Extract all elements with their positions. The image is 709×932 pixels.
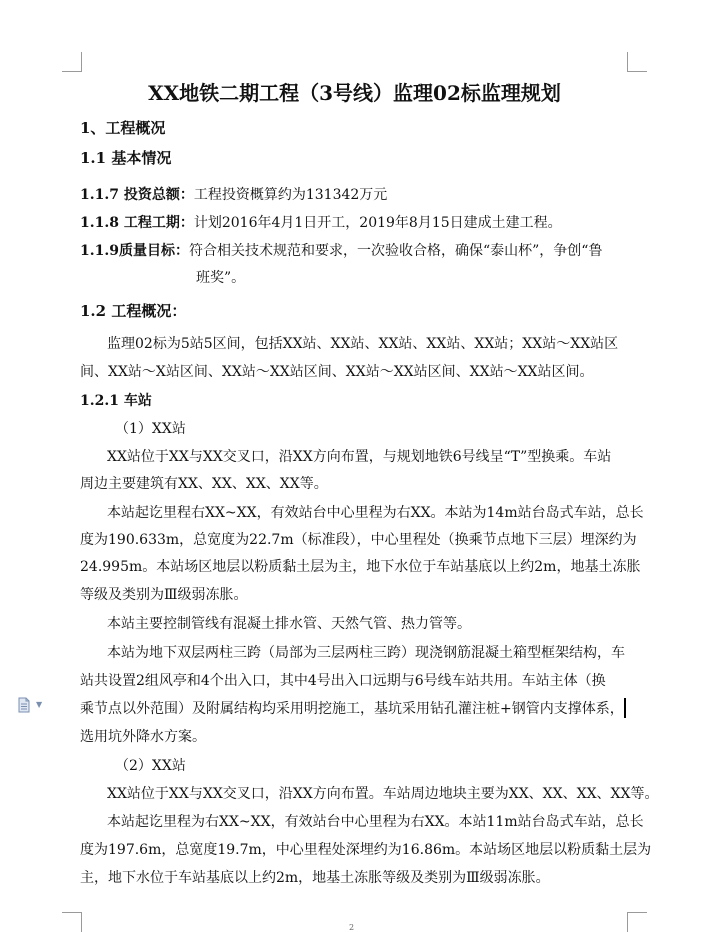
heading-1-1: 1.1 基本情况 [80,149,172,167]
item-1-1-9-cont: 班奖”。 [196,270,246,286]
paragraph-line: XX站位于XX与XX交叉口，沿XX方向布置。车站周边地块主要为XX、XX、XX、XX等。 [107,786,659,802]
paragraph-line: 间、XX站～X站区间、XX站～XX站区间、XX站～XX站区间、XX站～XX站区间。 [80,364,594,380]
paragraph-line: 本站起讫里程右XX~XX，有效站台中心里程为右XX。本站为14m站台岛式车站，总长 [107,505,644,521]
page-number: 2 [349,923,355,932]
paragraph-line: 监理02标为5站5区间，包括XX站、XX站、XX站、XX站、XX站；XX站～XX站区 [107,336,619,352]
paragraph-line: 周边主要建筑有XX、XX、XX、XX等。 [80,476,328,492]
text-cursor [624,698,626,718]
crop-mark-bottom-left [62,912,82,932]
item-label: 1.1.7 投资总额： [80,187,194,203]
paragraph-line: XX站位于XX与XX交叉口，沿XX方向布置，与规划地铁6号线呈“T”型换乘。车站 [107,449,612,465]
station-1-heading: （1）XX站 [115,421,186,437]
crop-mark-top-left [62,52,82,72]
item-1-1-9 [80,241,602,261]
heading-1-2-1: 1.2.1 车站 [80,393,152,409]
paragraph-line: 选用坑外降水方案。 [80,729,206,745]
item-1-1-7 [80,185,387,205]
item-text: 计划2016年4月1日开工，2019年8月15日建成土建工程。 [193,215,562,231]
paragraph-line: 等级及类别为Ⅲ级弱冻胀。 [80,587,248,603]
paragraph-line: 24.995m。本站场区地层以粉质黏土层为主，地下水位于车站基底以上约2m，地基土冻胀 [80,559,641,575]
paragraph-line: 本站为地下双层两柱三跨（局部为三层两柱三跨）现浇钢筋混凝土箱型框架结构，车 [107,645,625,661]
chevron-down-icon[interactable]: ▼ [36,700,43,709]
item-label: 1.1.8 工程工期： [80,215,194,231]
crop-mark-bottom-right [627,912,647,932]
document-icon[interactable] [18,697,30,713]
document-title: XX地铁二期工程（3号线）监理02标监理规划 [148,81,561,105]
station-2-heading: （2）XX站 [115,758,186,774]
paragraph-line: 本站主要控制管线有混凝土排水管、天然气管、热力管等。 [107,616,471,632]
paragraph-line: 站共设置2组风亭和4个出入口，其中4号出入口远期与6号线车站共用。车站主体（换 [80,673,606,689]
crop-mark-top-right [627,52,647,72]
paragraph-line: 主，地下水位于车站基底以上约2m，地基土冻胀等级及类别为Ⅲ级弱冻胀。 [80,870,550,886]
paragraph-line: 乘节点以外范围）及附属结构均采用明挖施工，基坑采用钻孔灌注桩+钢管内支撑体系， [80,701,624,717]
item-label: 1.1.9质量目标： [80,243,189,259]
item-text: 符合相关技术规范和要求，一次验收合格，确保“泰山杯”，争创“鲁 [188,243,603,259]
item-text: 工程投资概算约为131342万元 [193,187,388,203]
paragraph-line: 度为197.6m，总宽度19.7m，中心里程处深埋约为16.86m。本站场区地层以粉质黏土层为 [80,842,652,858]
heading-1: 1、工程概况 [80,119,166,137]
item-1-1-8 [80,213,562,233]
paragraph-line: 本站起讫里程为右XX~XX，有效站台中心里程为右XX。本站11m站台岛式车站，总长 [107,814,644,830]
heading-1-2: 1.2 工程概况： [80,302,187,320]
paragraph-line: 度为190.633m，总宽度为22.7m（标准段），中心里程处（换乘节点地下三层）埋深约为 [80,532,637,548]
